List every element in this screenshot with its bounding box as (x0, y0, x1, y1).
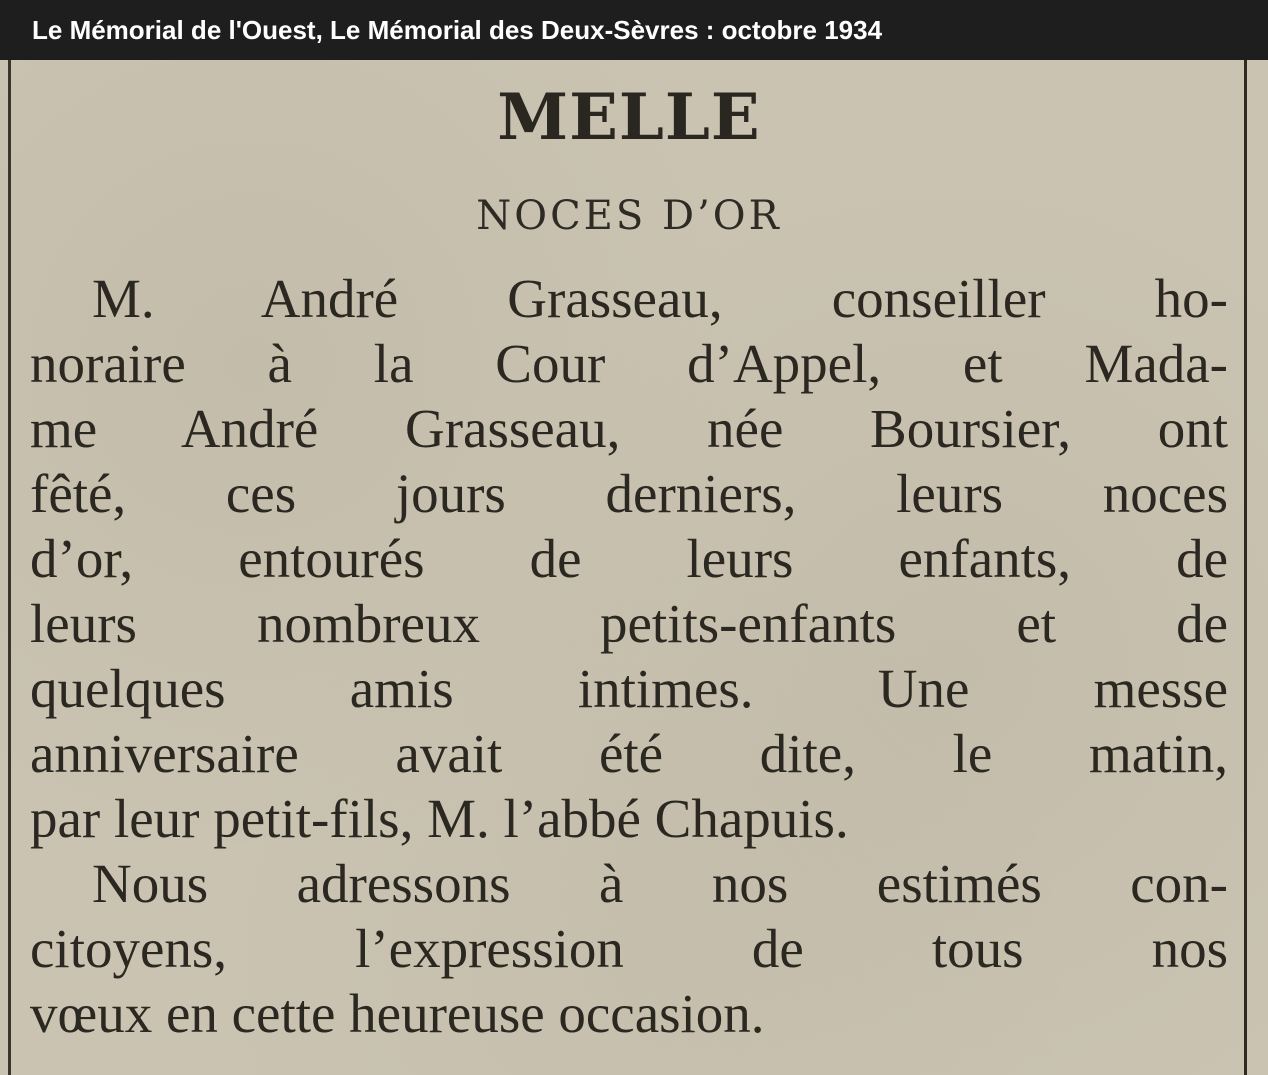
article-line: citoyens, l’expression de tous nos (30, 918, 1228, 979)
article-line: anniversaire avait été dite, le matin, (30, 723, 1228, 784)
article-line: par leur petit-fils, M. l’abbé Chapuis. (30, 788, 849, 849)
newspaper-clipping (0, 60, 1268, 1075)
article-subheadline: NOCES D’OR (476, 193, 782, 239)
article-line: Nous adressons à nos estimés con- (92, 853, 1228, 914)
window-title: Le Mémorial de l'Ouest, Le Mémorial des Deux-Sèvres : octobre 1934 (0, 0, 1268, 60)
article-line: vœux en cette heureuse occasion. (30, 983, 765, 1044)
article-line: noraire à la Cour d’Appel, et Mada- (30, 333, 1228, 394)
article-line: d’or, entourés de leurs enfants, de (30, 528, 1228, 589)
article-line: M. André Grasseau, conseiller ho- (92, 268, 1228, 329)
article-body (30, 266, 1228, 1046)
article-headline: MELLE (497, 80, 761, 155)
article-line: quelques amis intimes. Une messe (30, 658, 1228, 719)
article-line: leurs nombreux petits-enfants et de (30, 593, 1228, 654)
article-line: fêté, ces jours derniers, leurs noces (30, 463, 1228, 524)
article-line: me André Grasseau, née Boursier, ont (30, 398, 1228, 459)
